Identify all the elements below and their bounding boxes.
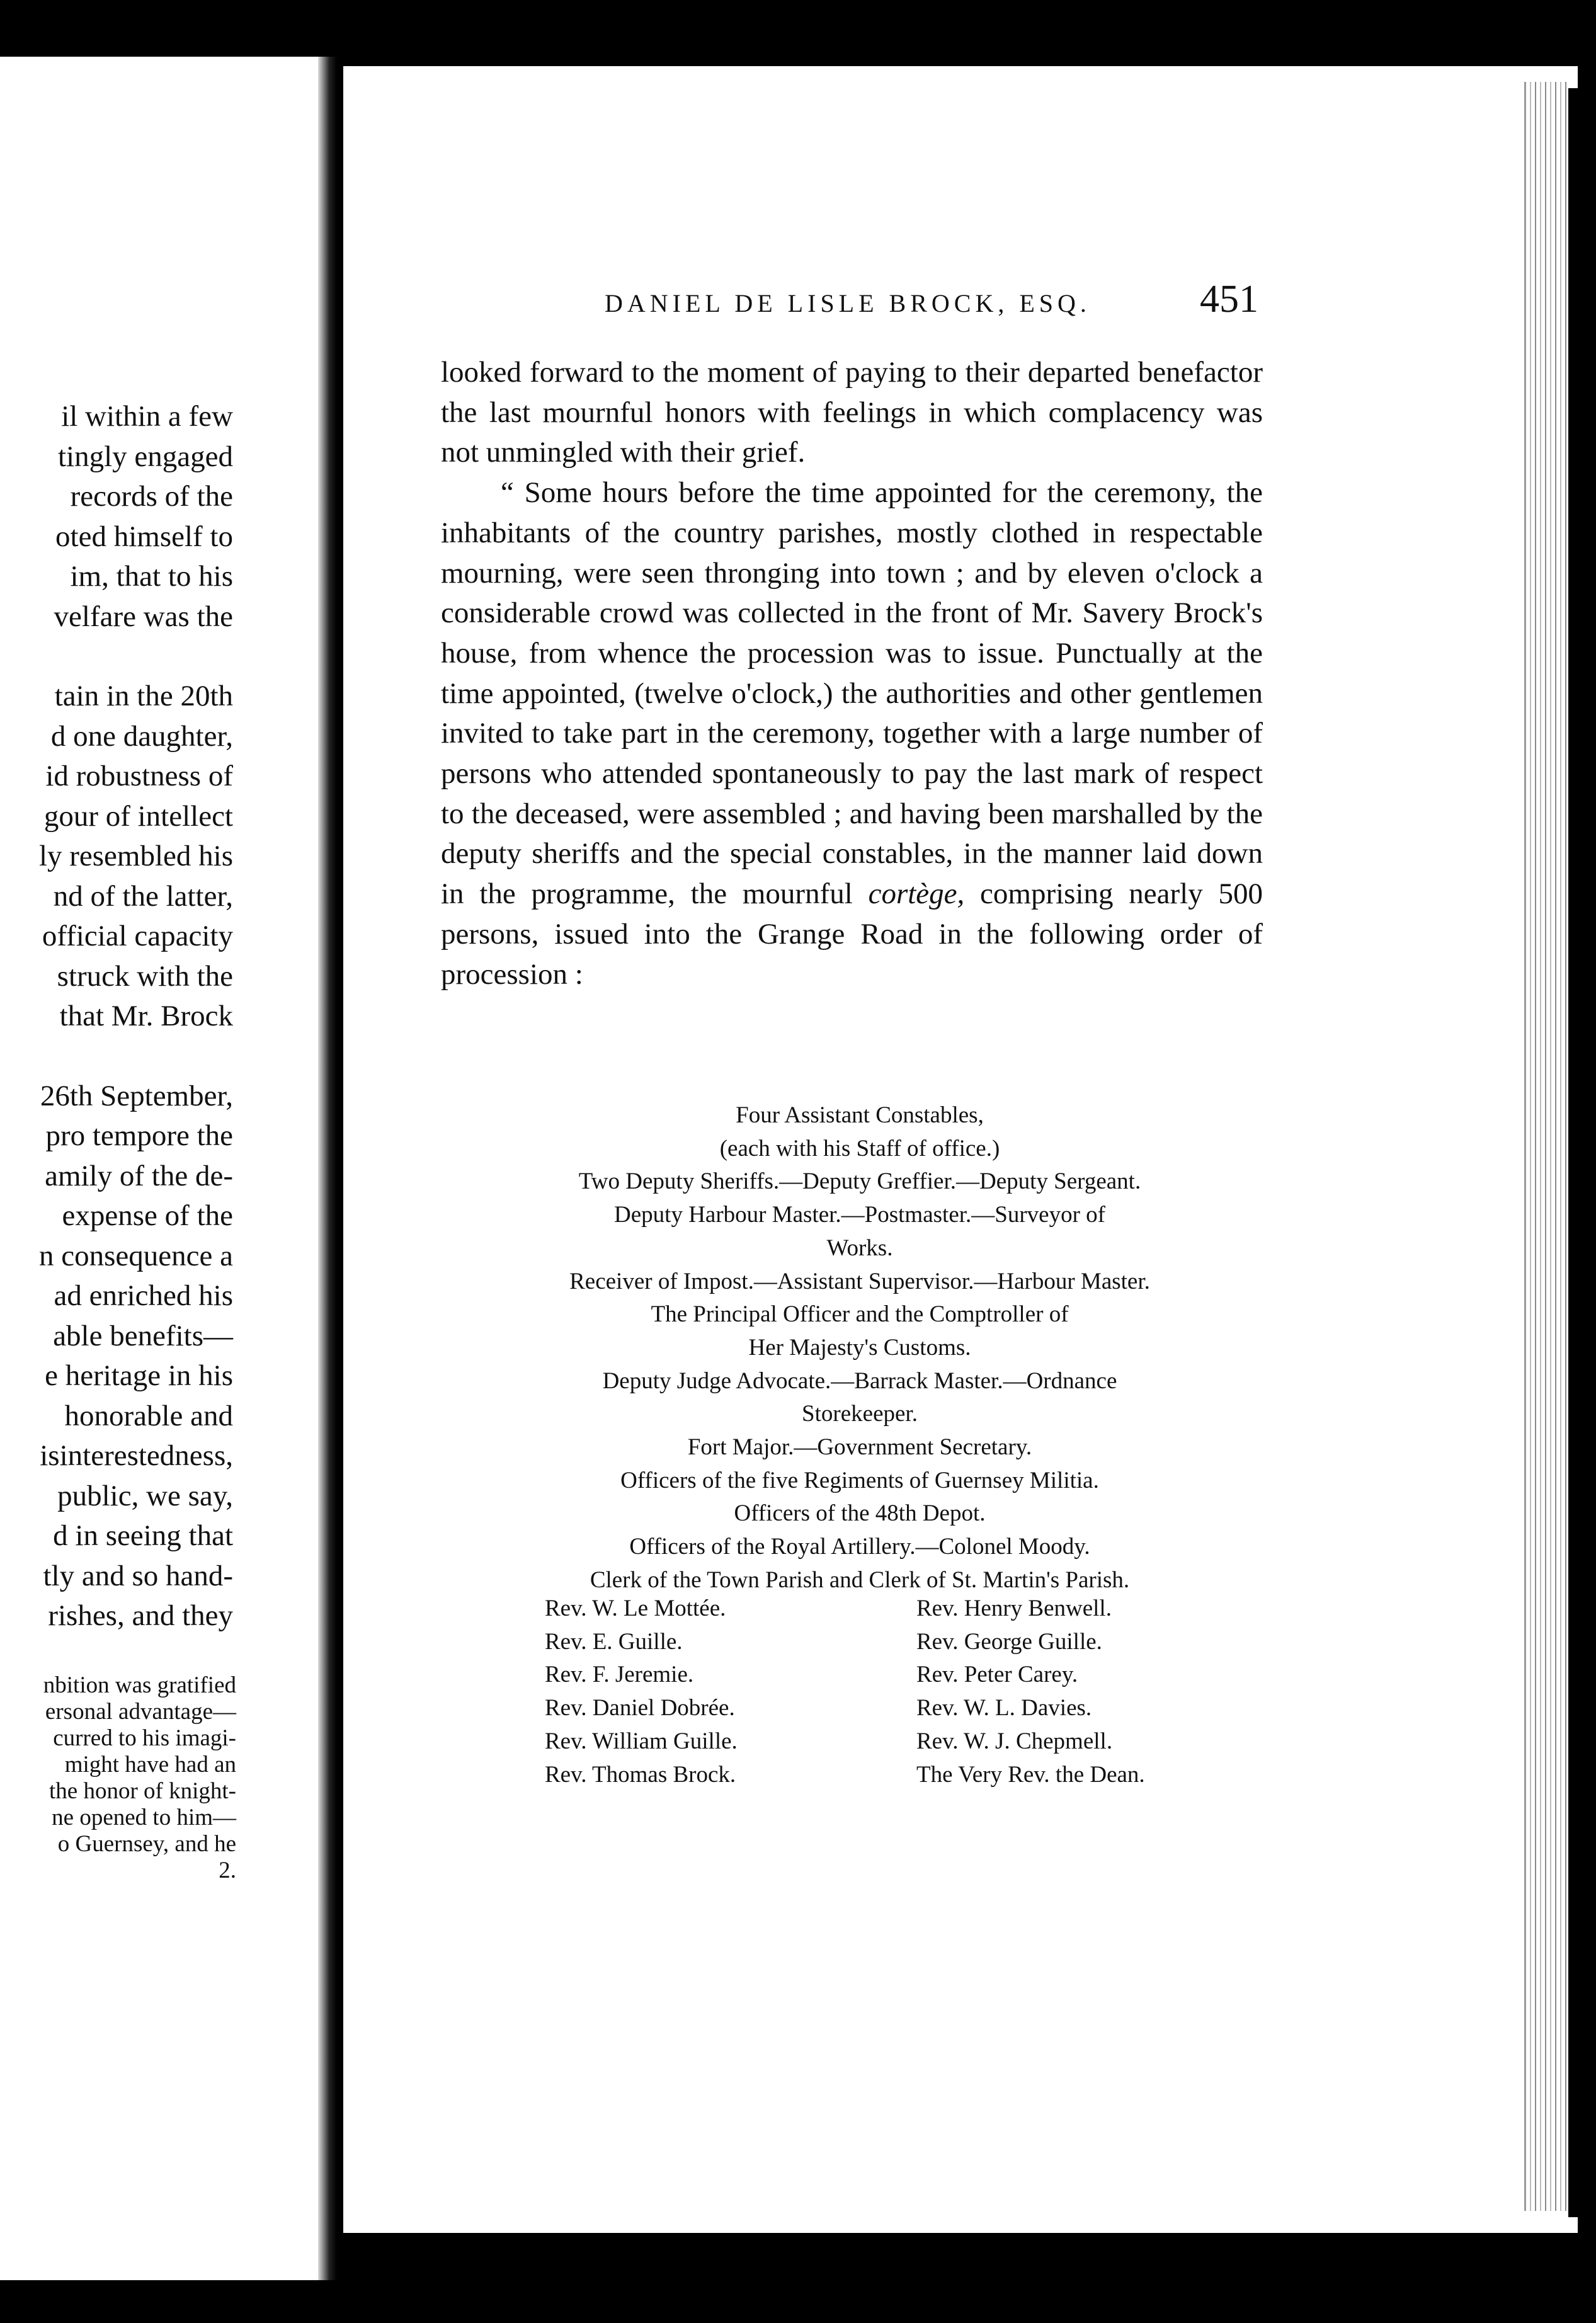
paragraph-2: “ Some hours before the time appointed for the ceremony, the inhabitants of the country parishes, mostly clothed in respectable mourning, were seen thronging into town ; and by eleven o'clock a considerable crowd was collected in the front of Mr. Savery Brock's house, from whence the procession was to issue. Punctually at the time appointed, (twelve o'clock,) the authorities and other gentlemen invited to take part in the ceremony, together with a large number of persons who attended spontaneously to pay the last mark of respect to the deceased, were assembled ; and having been marshalled by the deputy sheriffs and the special constables, in the manner laid down in the programme, the mournful cortège, comprising nearly 500 persons, issued into the Grange Road in the following order of procession : <box>441 476 1263 991</box>
clergy-name: The Very Rev. the Dean. <box>916 1761 1145 1788</box>
book-gutter <box>318 57 337 2280</box>
left-text-line: oted himself to <box>55 520 233 553</box>
clergy-name: Rev. W. Le Mottée. <box>545 1595 726 1621</box>
left-text-line: tain in the 20th <box>54 680 233 712</box>
left-text-line: official capacity <box>42 920 233 952</box>
left-text-line: expense of the <box>62 1199 233 1232</box>
procession-line: Four Assistant Constables, <box>736 1102 984 1128</box>
left-text-line: tly and so hand- <box>43 1559 233 1592</box>
procession-line: Works. <box>826 1235 893 1261</box>
left-note-line: ne opened to him— <box>52 1805 236 1830</box>
left-text-line: nd of the latter, <box>53 879 233 913</box>
procession-line: The Principal Officer and the Comptroller of <box>651 1301 1069 1328</box>
page-edges <box>1524 82 1570 2211</box>
left-text-line: ad enriched his <box>54 1279 233 1312</box>
left-text-line: pro tempore the <box>45 1119 233 1152</box>
body-text <box>441 353 1263 995</box>
left-text-line: gour of intellect <box>43 799 233 833</box>
left-text-line: im, that to his <box>70 560 233 593</box>
left-text-line: 26th September, <box>40 1079 233 1112</box>
left-note-line: might have had an <box>64 1752 236 1778</box>
clergy-list <box>545 1592 1269 1791</box>
left-text-line <box>0 1037 233 1076</box>
left-text-line: amily of the de- <box>45 1159 233 1192</box>
clergy-name: Rev. George Guille. <box>916 1628 1102 1655</box>
procession-line: Two Deputy Sheriffs.—Deputy Greffier.—Deputy Sergeant. <box>578 1168 1141 1195</box>
clergy-name: Rev. William Guille. <box>545 1728 738 1754</box>
left-note-line: curred to his imagi- <box>53 1725 236 1751</box>
left-text-line: isinterestedness, <box>40 1439 233 1472</box>
left-text-line: d in seeing that <box>53 1519 233 1552</box>
left-text-line: velfare was the <box>54 600 233 633</box>
procession-line: Officers of the Royal Artillery.—Colonel Moody. <box>629 1534 1090 1560</box>
procession-line: Fort Major.—Government Secretary. <box>687 1434 1032 1461</box>
left-text-line: id robustness of <box>45 760 233 792</box>
procession-line: Receiver of Impost.—Assistant Supervisor.—Harbour Master. <box>569 1268 1150 1294</box>
paragraph-1: looked forward to the moment of paying to their departed benefactor the last mournful honors with feelings in which complacency was not unmingled with their grief. <box>441 356 1263 469</box>
clergy-name: Rev. Peter Carey. <box>916 1662 1078 1688</box>
left-text-line: d one daughter, <box>50 719 233 753</box>
running-head: DANIEL DE LISLE BROCK, ESQ. <box>605 289 1091 317</box>
left-text-line: ly resembled his <box>38 840 233 872</box>
left-text-line: that Mr. Brock <box>59 1000 233 1032</box>
clergy-name: Rev. E. Guille. <box>545 1628 683 1655</box>
left-text-line: il within a few <box>61 400 233 433</box>
clergy-name: Rev. F. Jeremie. <box>545 1662 694 1688</box>
procession-line: Clerk of the Town Parish and Clerk of St. Martin's Parish. <box>590 1567 1130 1593</box>
procession-line: Officers of the 48th Depot. <box>734 1500 986 1527</box>
left-text-line: struck with the <box>57 959 233 993</box>
italic-cortege: cortège, <box>868 877 965 911</box>
left-text-line: public, we say, <box>57 1479 233 1512</box>
left-text-line: able benefits— <box>53 1319 233 1352</box>
scan-border <box>1568 88 1596 2217</box>
procession-line: (each with his Staff of office.) <box>719 1135 1000 1162</box>
left-page-footnotes <box>0 1672 236 1884</box>
left-note-line: 2. <box>219 1858 236 1883</box>
left-note-line: o Guernsey, and he <box>57 1831 236 1857</box>
procession-list <box>482 1099 1238 1597</box>
left-text-line: e heritage in his <box>45 1359 233 1392</box>
clergy-name: Rev. Daniel Dobrée. <box>545 1695 735 1721</box>
clergy-name: Rev. Thomas Brock. <box>545 1761 736 1788</box>
page-number: 451 <box>1200 278 1258 321</box>
clergy-name: Rev. W. J. Chepmell. <box>916 1728 1113 1754</box>
left-text-line: honorable and <box>64 1399 233 1432</box>
clergy-name: Rev. W. L. Davies. <box>916 1695 1092 1721</box>
procession-line: Storekeeper. <box>802 1401 918 1427</box>
left-text-line: tingly engaged <box>57 440 233 473</box>
clergy-name: Rev. Henry Benwell. <box>916 1595 1112 1621</box>
left-text-line <box>0 637 233 676</box>
left-note-line: nbition was gratified <box>43 1672 236 1698</box>
left-note-line: ersonal advantage— <box>45 1699 236 1725</box>
left-note-line: the honor of knight- <box>49 1778 236 1804</box>
left-text-line: rishes, and they <box>48 1599 233 1632</box>
left-text-line: n consequence a <box>39 1239 233 1272</box>
procession-line: Her Majesty's Customs. <box>748 1334 971 1361</box>
left-page-fragment <box>0 57 328 2280</box>
procession-line: Deputy Judge Advocate.—Barrack Master.—Ordnance <box>602 1367 1117 1394</box>
left-text-line: records of the <box>70 480 233 513</box>
left-page-text <box>0 397 233 1636</box>
procession-line: Officers of the five Regiments of Guernsey Militia. <box>620 1467 1099 1493</box>
procession-line: Deputy Harbour Master.—Postmaster.—Surveyor of <box>614 1202 1105 1228</box>
